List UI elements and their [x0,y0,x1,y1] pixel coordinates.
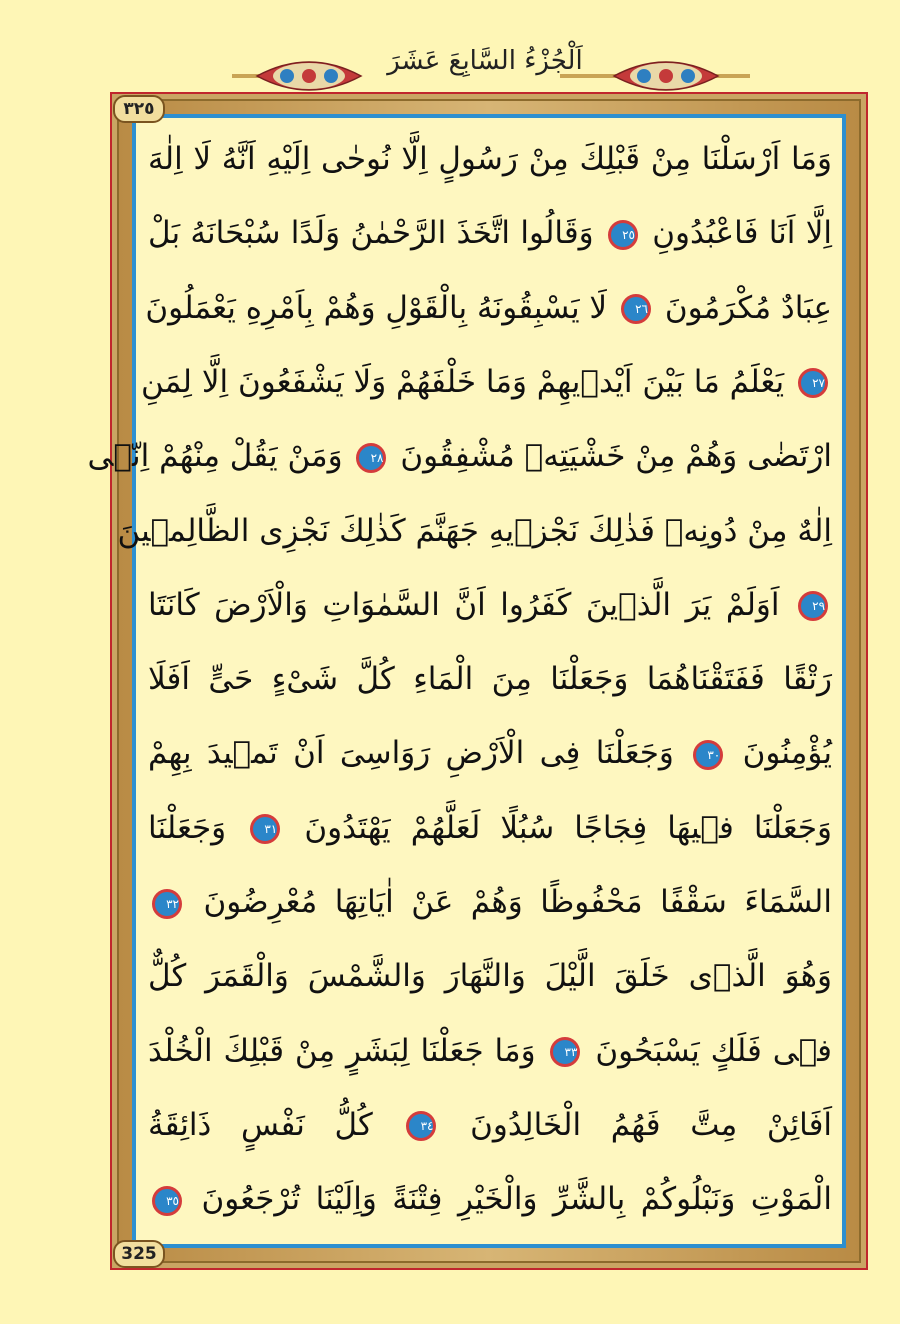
ayah-number-marker: ٣٤ [406,1111,436,1141]
verse-text: اَفَائِنْ مِتَّ فَهُمُ الْخَالِدُونَ [470,1106,833,1143]
verse-text: فٖى فَلَكٍ يَسْبَحُونَ [595,1032,832,1069]
verse-line [148,1164,832,1234]
ayah-number-marker: ٣٠ [693,740,723,770]
verse-text: السَّمَاءَ سَقْفًا مَحْفُوظًا وَهُمْ عَنْ اٰيَاتِهَا مُعْرِضُونَ [203,884,832,920]
verse-line [148,1090,832,1160]
verse-text: اَوَلَمْ يَرَ الَّذٖينَ كَفَرُوا اَنَّ السَّمٰوَاتِ وَالْاَرْضَ كَانَتَا [148,586,780,623]
verse-text: وَجَعَلْنَا [148,809,227,846]
verse-text: وَهُوَ الَّذٖى خَلَقَ الَّيْلَ وَالنَّهَارَ وَالشَّمْسَ وَالْقَمَرَ كُلٌّ [148,958,832,995]
verse-text: اِلٰهٌ مِنْ دُونِهٖ فَذٰلِكَ نَجْزٖيهِ جَهَنَّمَ كَذٰلِكَ نَجْزِى الظَّالِمٖينَ [117,512,832,549]
verse-line [87,421,832,491]
verse-text: وَمَنْ يَقُلْ مِنْهُمْ اِنّٖى [87,438,343,475]
ayah-number-marker: ٣٥ [152,1186,182,1216]
verse-line [148,198,832,268]
verse-text: وَمَا اَرْسَلْنَا مِنْ قَبْلِكَ مِنْ رَسُولٍ اِلَّا نُوحٰى اِلَيْهِ اَنَّهُ لَا اِلٰهَ [148,141,832,177]
verse-line [148,718,832,788]
ayah-number-marker: ٢٧ [798,368,828,398]
verse-text: عِبَادٌ مُكْرَمُونَ [664,289,832,326]
verse-text: اِلَّا اَنَا فَاعْبُدُونِ [652,215,832,252]
page-number-latin: 325 [113,1240,165,1268]
quran-text-block [87,124,833,1239]
ayah-number-marker: ٢٩ [798,591,828,621]
verse-text: ارْتَضٰى وَهُمْ مِنْ خَشْيَتِهٖ مُشْفِقُونَ [400,438,832,475]
verse-text: وَمَا جَعَلْنَا لِبَشَرٍ مِنْ قَبْلِكَ الْخُلْدَ [148,1032,536,1069]
verse-text: الْمَوْتِ وَنَبْلُوكُمْ بِالشَّرِّ وَالْخَيْرِ فِتْنَةً وَاِلَيْنَا تُرْجَعُونَ [201,1181,832,1218]
ayah-number-marker: ٣٣ [550,1037,580,1067]
verse-text: يُؤْمِنُونَ [742,735,832,772]
ayah-number-marker: ٢٨ [356,443,386,473]
verse-line [148,1016,832,1086]
verse-text: يَعْلَمُ مَا بَيْنَ اَيْدٖيهِمْ وَمَا خَلْفَهُمْ وَلَا يَشْفَعُونَ اِلَّا لِمَنِ [141,363,785,400]
verse-text: رَتْقًا فَفَتَقْنَاهُمَا وَجَعَلْنَا مِنَ الْمَاءِ كُلَّ شَىْءٍ حَىٍّ اَفَلَا [148,661,832,698]
ayah-number-marker: ٢٥ [608,220,638,250]
ayah-number-marker: ٣١ [250,814,280,844]
verse-text: كُلُّ نَفْسٍ ذَائِقَةُ [148,1106,373,1143]
verse-line [117,496,832,566]
verse-text: وَجَعَلْنَا فِى الْاَرْضِ رَوَاسِىَ اَنْ تَمٖيدَ بِهِمْ [148,735,674,772]
verse-text: لَا يَسْبِقُونَهُ بِالْقَوْلِ وَهُمْ بِاَمْرِهِ يَعْمَلُونَ [145,289,608,326]
verse-line [145,273,832,343]
verse-text: وَجَعَلْنَا فٖيهَا فِجَاجًا سُبُلًا لَعَلَّهُمْ يَهْتَدُونَ [304,809,832,846]
verse-line [148,124,832,194]
verse-text: وَقَالُوا اتَّخَذَ الرَّحْمٰنُ وَلَدًا سُبْحَانَهُ بَلْ [148,215,594,252]
ayah-number-marker: ٢٦ [621,294,651,324]
verse-line [148,644,832,714]
verse-line [141,347,832,417]
verse-line [148,793,832,863]
juz-title: اَلْجُزْءُ السَّابِعَ عَشَرَ [387,46,583,76]
ayah-number-marker: ٣٢ [152,889,182,919]
verse-line [148,867,832,937]
verse-line [148,941,832,1011]
verse-line [148,570,832,640]
page-number-arabic: ٣٢٥ [113,95,165,123]
